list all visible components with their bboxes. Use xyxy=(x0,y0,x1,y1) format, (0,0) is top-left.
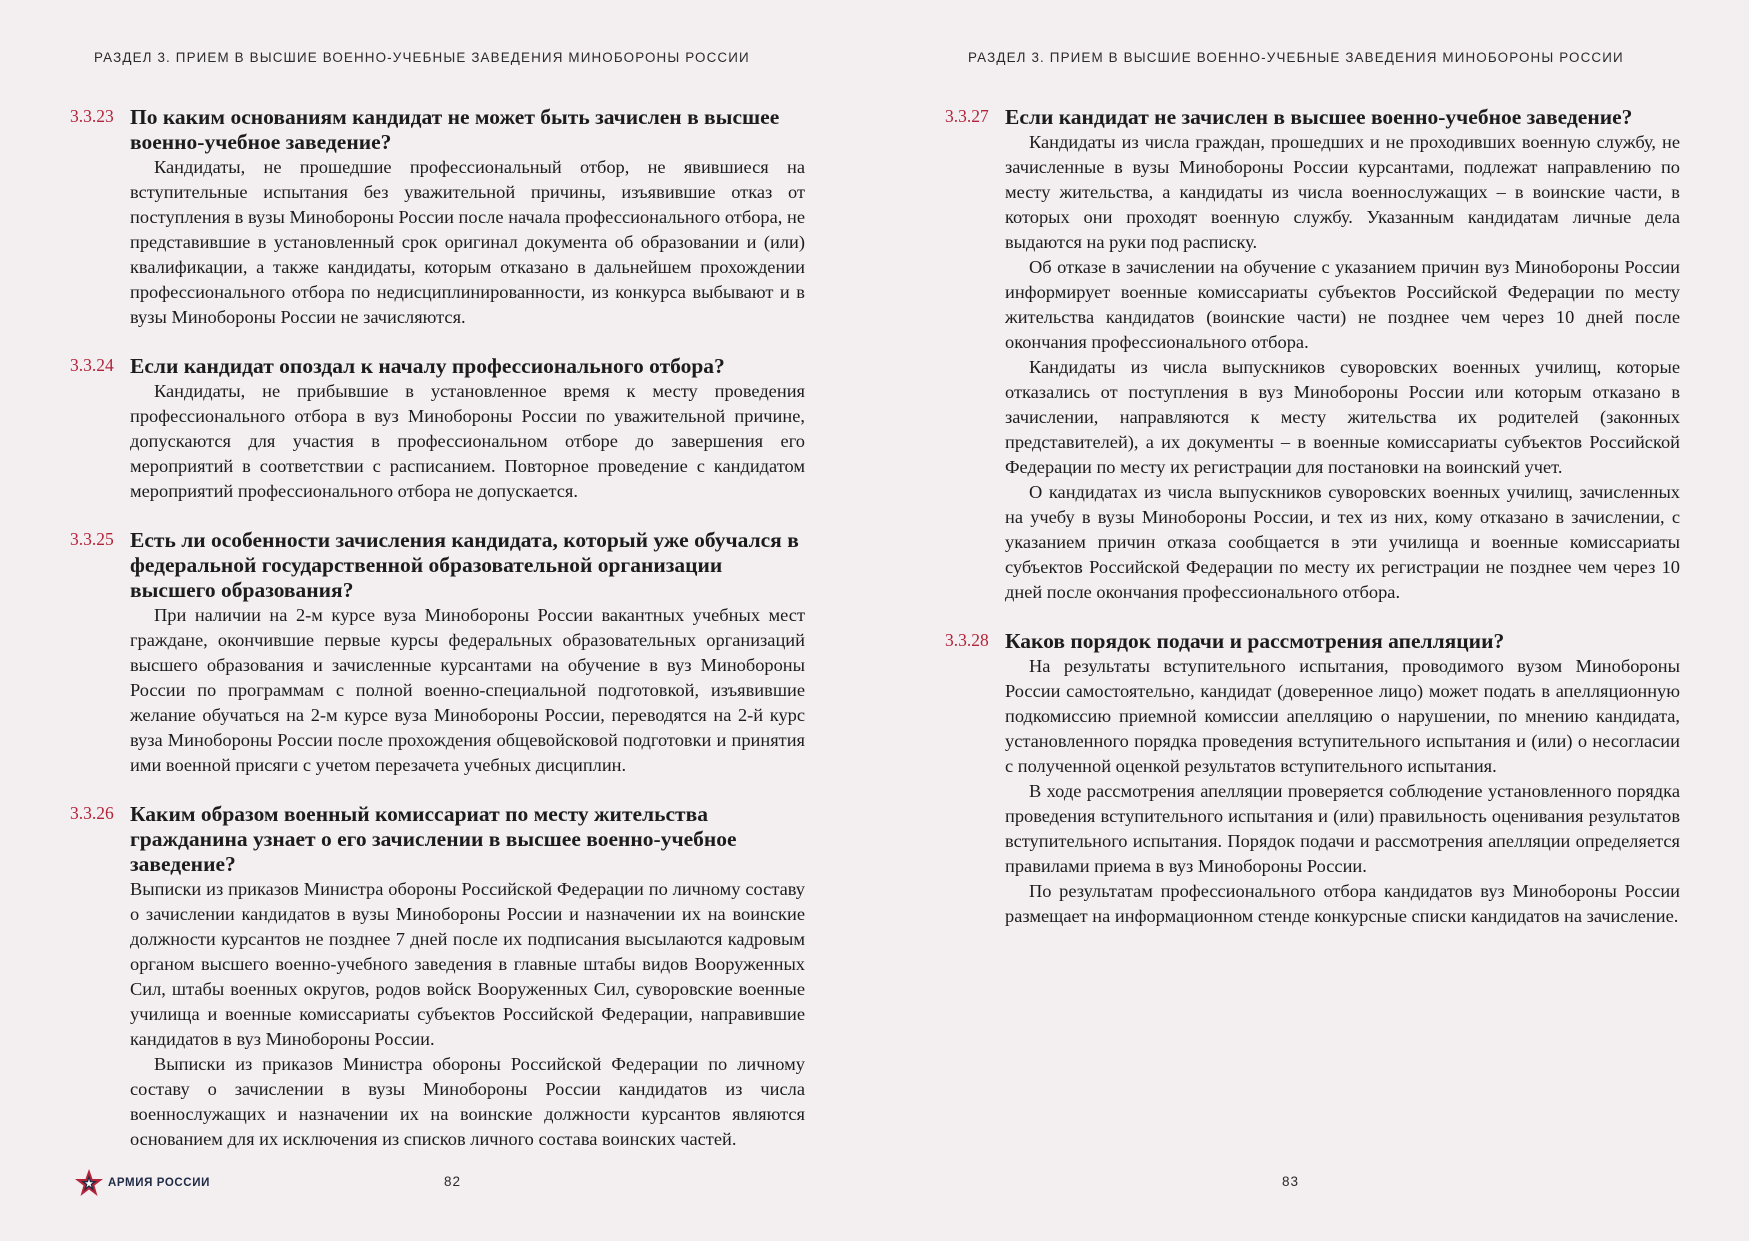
paragraph: Выписки из приказов Министра обороны Российской Федерации по личному составу о зачислении кандидатов в вузы Минобороны России и назначении их на воинские должности курсантов не позднее 7 дней после их подписания высылаются кадровым органом высшего военно-учебного заведения в главные штабы видов Вооруженных Сил, штабы военных округов, родов войск Вооруженных Сил, суворовские военные училища и военные комиссариаты субъектов Российской Федерации, направившие кандидатов в вуз Минобороны России. xyxy=(130,879,805,1049)
page-content xyxy=(70,105,805,1176)
army-russia-logo xyxy=(74,1168,210,1198)
paragraph: О кандидатах из числа выпускников суворовских военных училищ, зачисленных на учебу в вузы Минобороны России, и тех из них, кому отказано в зачислении, с указанием причин отказа сообщается в эти училища и военные комиссариаты субъектов Российской Федерации по месту их регистрации не позднее чем через 10 дней после окончания профессионального отбора. xyxy=(1005,482,1680,602)
section-question: Если кандидат опоздал к началу профессионального отбора? xyxy=(130,354,725,378)
paragraph: На результаты вступительного испытания, проводимого вузом Минобороны России самостоятельно, кандидат (доверенное лицо) может подать в апелляционную подкомиссию приемной комиссии апелляцию о нарушении, по мнению кандидата, установленного порядка проведения вступительного испытания и (или) о несогласии с полученной оценкой результатов вступительного испытания. xyxy=(1005,656,1680,776)
section-number: 3.3.27 xyxy=(945,106,989,126)
section-number: 3.3.23 xyxy=(70,106,114,126)
section-3-3-23 xyxy=(70,105,805,330)
section-3-3-28 xyxy=(945,629,1680,929)
section-number: 3.3.24 xyxy=(70,355,114,375)
section-question: Каков порядок подачи и рассмотрения апелляции? xyxy=(1005,629,1505,653)
section-number: 3.3.25 xyxy=(70,529,114,549)
section-3-3-26 xyxy=(70,802,805,1152)
running-head: РАЗДЕЛ 3. ПРИЕМ В ВЫСШИЕ ВОЕННО-УЧЕБНЫЕ ЗАВЕДЕНИЯ МИНОБОРОНЫ РОССИИ xyxy=(968,50,1624,65)
logo-text: АРМИЯ РОССИИ xyxy=(108,1177,210,1189)
section-question: По каким основаниям кандидат не может быть зачислен в высшее военно-учебное заведение? xyxy=(130,105,780,154)
section-question: Каким образом военный комиссариат по месту жительства гражданина узнает о его зачислении в высшее военно-учебное заведение? xyxy=(130,802,737,876)
paragraph: В ходе рассмотрения апелляции проверяется соблюдение установленного порядка проведения вступительного испытания и (или) правильность оценивания результатов вступительного испытания. Порядок подачи и рассмотрения апелляции определяется правилами приема в вуз Минобороны России. xyxy=(1005,781,1680,876)
paragraph: Кандидаты, не прибывшие в установленное время к месту проведения профессионального отбора в вуз Минобороны России по уважительной причине, допускаются для участия в профессиональном отборе до завершения его мероприятий в соответствии с расписанием. Повторное проведение с кандидатом мероприятий профессионального отбора не допускается. xyxy=(130,381,805,501)
paragraph: По результатам профессионального отбора кандидатов вуз Минобороны России размещает на информационном стенде конкурсные списки кандидатов на зачисление. xyxy=(1005,881,1680,926)
section-3-3-27 xyxy=(945,105,1680,605)
left-page xyxy=(0,0,874,1241)
running-head: РАЗДЕЛ 3. ПРИЕМ В ВЫСШИЕ ВОЕННО-УЧЕБНЫЕ ЗАВЕДЕНИЯ МИНОБОРОНЫ РОССИИ xyxy=(94,50,750,65)
section-3-3-24 xyxy=(70,354,805,504)
page-number: 83 xyxy=(1282,1174,1300,1189)
section-question: Есть ли особенности зачисления кандидата, который уже обучался в федеральной государственной образовательной организации высшего образования? xyxy=(130,528,799,602)
section-question: Если кандидат не зачислен в высшее военно-учебное заведение? xyxy=(1005,105,1633,129)
paragraph: Выписки из приказов Министра обороны Российской Федерации по личному составу о зачислении в вузы Минобороны России кандидатов из числа военнослужащих и назначении их на воинские должности курсантов являются основанием для их исключения из списков личного состава воинских частей. xyxy=(130,1054,805,1149)
section-number: 3.3.26 xyxy=(70,803,114,823)
paragraph: Кандидаты, не прошедшие профессиональный отбор, не явившиеся на вступительные испытания без уважительной причины, изъявившие отказ от поступления в вузы Минобороны России после начала профессионального отбора, не представившие в установленный срок оригинал документа об образовании и (или) квалификации, а также кандидаты, которым отказано в дальнейшем прохождении профессионального отбора по недисциплинированности, из конкурса выбывают и в вузы Минобороны России не зачисляются. xyxy=(130,157,805,327)
paragraph: Кандидаты из числа выпускников суворовских военных училищ, которые отказались от поступления в вуз Минобороны России или которым отказано в зачислении, направляются к месту жительства их родителей (законных представителей), а их документы – в военные комиссариаты субъектов Российской Федерации по месту их регистрации для постановки на воинский учет. xyxy=(1005,357,1680,477)
section-3-3-25 xyxy=(70,528,805,778)
page-content xyxy=(945,105,1680,953)
star-icon xyxy=(74,1168,104,1198)
right-page xyxy=(875,0,1749,1241)
paragraph: Кандидаты из числа граждан, прошедших и не проходивших военную службу, не зачисленные в вузы Минобороны России курсантами, подлежат направлению по месту жительства, а кандидаты из числа военнослужащих – в воинские части, в которых они проходят военную службу. Указанным кандидатам личные дела выдаются на руки под расписку. xyxy=(1005,132,1680,252)
paragraph: Об отказе в зачислении на обучение с указанием причин вуз Минобороны России информирует военные комиссариаты субъектов Российской Федерации по месту жительства кандидатов (воинские части) не позднее чем через 10 дней после окончания профессионального отбора. xyxy=(1005,257,1680,352)
page-number: 82 xyxy=(444,1174,462,1189)
paragraph: При наличии на 2-м курсе вуза Минобороны России вакантных учебных мест граждане, окончившие первые курсы федеральных образовательных организаций высшего образования и зачисленные курсантами на обучение в вуз Минобороны России по программам с полной военно-специальной подготовкой, изъявившие желание обучаться на 2-м курсе вуза Минобороны России, переводятся на 2-й курс вуза Минобороны России после прохождения общевойсковой подготовки и принятия ими военной присяги с учетом перезачета учебных дисциплин. xyxy=(130,605,805,775)
section-number: 3.3.28 xyxy=(945,630,989,650)
